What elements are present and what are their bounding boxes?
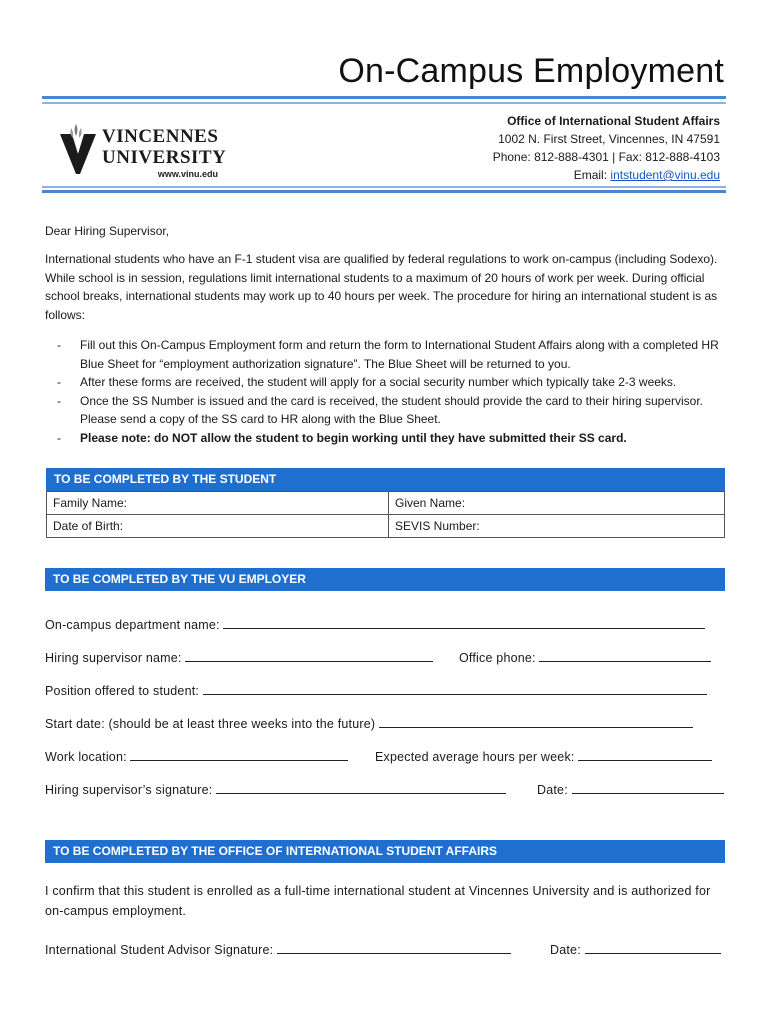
supervisor-signature-label: Hiring supervisor’s signature: [45,783,213,797]
letter-greeting: Dear Hiring Supervisor, [45,224,170,238]
avg-hours-label: Expected average hours per week: [375,750,575,764]
logo-name-line2: UNIVERSITY [102,147,227,168]
given-name-label: Given Name: [395,496,466,510]
advisor-date-input[interactable] [585,939,721,954]
header-rule-bottom [42,190,726,193]
step-text: After these forms are received, the student will apply for a social security number which typically take 2-3 weeks. [80,375,677,389]
header-rule-thin [42,102,726,104]
office-email-line [493,166,720,184]
list-item: - Please note: do NOT allow the student to begin working until they have submitted their SS card. [57,430,627,445]
employer-date-row [537,779,724,797]
university-logo [56,114,226,180]
employer-section-header: TO BE COMPLETED BY THE VU EMPLOYER [45,568,725,591]
avg-hours-row [375,746,712,764]
table-row [47,492,725,515]
start-date-input[interactable] [379,713,693,728]
office-phone-input[interactable] [539,647,711,662]
department-label: On-campus department name: [45,618,220,632]
dob-field[interactable] [47,515,389,538]
letter-intro: International students who have an F-1 student visa are qualified by federal regulations to work on-campus (including Sodexo). While school is in session, regulations limit international students to a maximum of 20 hours of work per week. During official school breaks, international students may work up to 40 hours per week. The procedure for hiring an international student is as follows: [45,252,718,322]
family-name-label: Family Name: [53,496,128,510]
advisor-signature-row [45,939,511,957]
list-item: - Once the SS Number is issued and the card is received, the student should provide the card to their hiring supervisor. Please send a copy of the SS card to HR along with the Blue Sheet. [57,393,704,426]
list-item: - Fill out this On-Campus Employment form and return the form to International Student Affairs along with a completed HR Blue Sheet for “employment authorization signature”. The Blue Sheet will be returned to you. [57,338,719,371]
advisor-signature-label: International Student Advisor Signature: [45,943,274,957]
vincennes-v-icon [56,120,100,176]
step-text-note: Please note: do NOT allow the student to begin working until they have submitted their SS card. [80,430,627,445]
work-location-input[interactable] [130,746,348,761]
supervisor-name-row [45,647,433,665]
supervisor-name-input[interactable] [185,647,433,662]
procedure-steps [45,336,735,447]
email-label: Email: [573,168,611,182]
office-phone-fax: Phone: 812-888-4301 | Fax: 812-888-4103 [492,150,720,164]
student-info-table [46,491,725,538]
given-name-field[interactable] [389,492,725,515]
department-row [45,614,705,632]
office-address: 1002 N. First Street, Vincennes, IN 47591 [498,132,720,146]
position-label: Position offered to student: [45,684,200,698]
supervisor-name-label: Hiring supervisor name: [45,651,182,665]
start-date-label: Start date: (should be at least three weeks into the future) [45,717,376,731]
dob-label: Date of Birth: [53,519,124,533]
supervisor-signature-row [45,779,506,797]
step-text: Fill out this On-Campus Employment form and return the form to International Student Affairs along with a completed HR Blue Sheet for “employment authorization signature”. The Blue Sheet will be returned to you. [80,338,719,371]
position-input[interactable] [203,680,707,695]
office-contact [493,112,720,184]
header-rule [42,96,726,99]
email-link[interactable]: intstudent@vinu.edu [610,168,720,182]
step-text: Once the SS Number is issued and the card is received, the student should provide the card to their hiring supervisor. Please send a copy of the SS card to HR along with the Blue Sheet. [80,393,704,426]
advisor-date-row [550,939,721,957]
employer-date-input[interactable] [572,779,724,794]
sevis-label: SEVIS Number: [395,519,480,533]
office-phone-row [459,647,711,665]
oisa-section-header: TO BE COMPLETED BY THE OFFICE OF INTERNATIONAL STUDENT AFFAIRS [45,840,725,863]
employer-date-label: Date: [537,783,568,797]
document-title: On-Campus Employment [338,52,724,90]
office-phone-label: Office phone: [459,651,536,665]
avg-hours-input[interactable] [578,746,712,761]
header-rule-bottom-thin [42,186,726,188]
logo-name-line1: VINCENNES [102,126,219,147]
office-name: Office of International Student Affairs [507,114,720,128]
advisor-signature-input[interactable] [277,939,511,954]
table-row [47,515,725,538]
sevis-field[interactable] [389,515,725,538]
advisor-date-label: Date: [550,943,581,957]
supervisor-signature-input[interactable] [216,779,506,794]
department-input[interactable] [223,614,705,629]
family-name-field[interactable] [47,492,389,515]
student-section-header: TO BE COMPLETED BY THE STUDENT [46,468,725,491]
start-date-row [45,713,693,731]
list-item: - After these forms are received, the student will apply for a social security number which typically take 2-3 weeks. [57,375,677,389]
position-row [45,680,707,698]
logo-url: www.vinu.edu [157,169,218,179]
confirmation-statement: I confirm that this student is enrolled as a full-time international student at Vincennes University and is authorized for on-campus employment. [45,884,711,918]
work-location-label: Work location: [45,750,127,764]
work-location-row [45,746,348,764]
